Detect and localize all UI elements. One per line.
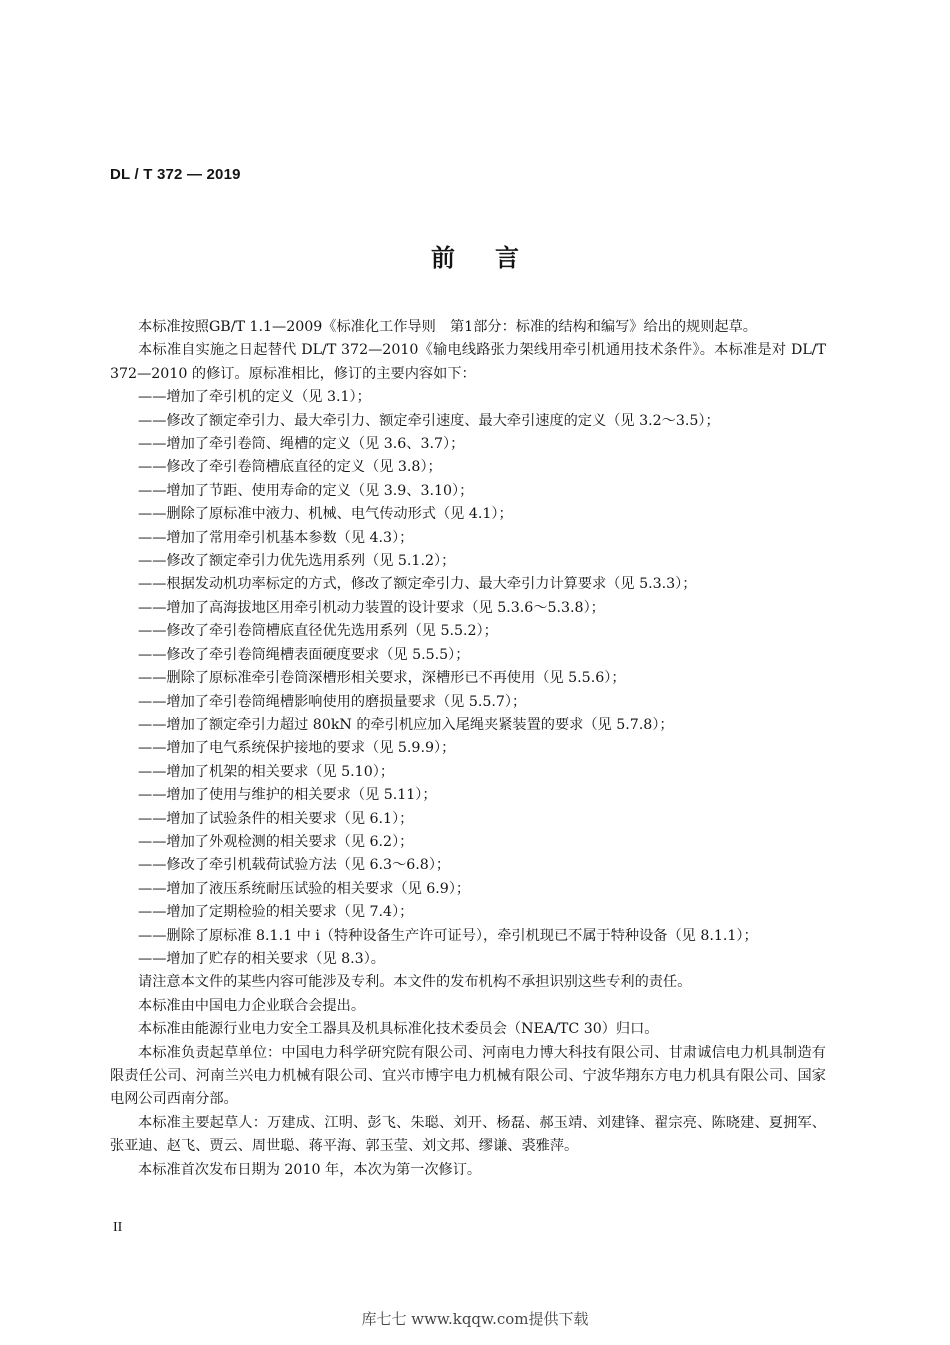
change-item: ——删除了原标准 8.1.1 中 i（特种设备生产许可证号），牵引机现已不属于特种设备（见 8.1.1）； [138, 927, 758, 944]
download-footer: 库七七 www.kqqw.com提供下载 [361, 1310, 589, 1328]
change-item: ——增加了定期检验的相关要求（见 7.4）； [138, 904, 414, 921]
change-item: ——删除了原标准中液力、机械、电气传动形式（见 4.1）； [138, 506, 513, 523]
change-item: ——根据发动机功率标定的方式，修改了额定牵引力、最大牵引力计算要求（见 5.3.3）； [138, 576, 697, 593]
change-item: ——修改了牵引卷筒绳槽表面硬度要求（见 5.5.5）； [138, 646, 470, 663]
change-item: ——增加了牵引卷筒、绳槽的定义（见 3.6、3.7）； [138, 436, 465, 453]
page-number: II [113, 1220, 123, 1235]
change-item: ——增加了高海拔地区用牵引机动力装置的设计要求（见 5.3.6～5.3.8）； [138, 599, 605, 616]
title-char-2: 言 [495, 244, 519, 272]
change-item: ——增加了常用牵引机基本参数（见 4.3）； [138, 529, 414, 546]
change-item: ——增加了牵引机的定义（见 3.1）； [138, 389, 371, 406]
change-item: ——修改了牵引卷筒槽底直径优先选用系列（见 5.5.2）； [138, 623, 498, 640]
paragraph-drafting-units: 本标准负责起草单位：中国电力科学研究院有限公司、河南电力博大科技有限公司、甘肃诚信电力机具制造有限责任公司、河南兰兴电力机械有限公司、宜兴市博宇电力机械有限公司、宁波华翔东方电力机具有限公司、国家电网公司西南分部。 [110, 1044, 826, 1108]
change-item: ——修改了额定牵引力优先选用系列（见 5.1.2）； [138, 553, 456, 570]
paragraph-release-history: 本标准首次发布日期为 2010 年，本次为第一次修订。 [138, 1161, 482, 1178]
page-title [0, 238, 950, 273]
change-item: ——增加了牵引卷筒绳槽影响使用的磨损量要求（见 5.5.7）； [138, 693, 527, 710]
change-item: ——增加了液压系统耐压试验的相关要求（见 6.9）； [138, 880, 471, 897]
changes-list [110, 386, 826, 971]
change-item: ——修改了牵引机载荷试验方法（见 6.3～6.8）； [138, 857, 451, 874]
change-item: ——增加了节距、使用寿命的定义（见 3.9、3.10）； [138, 482, 474, 499]
change-item: ——修改了牵引卷筒槽底直径的定义（见 3.8）； [138, 459, 442, 476]
document-id: DL / T 372 — 2019 [110, 166, 241, 183]
change-item: ——增加了机架的相关要求（见 5.10）； [138, 763, 395, 780]
change-item: ——增加了外观检测的相关要求（见 6.2）； [138, 833, 414, 850]
change-item: ——增加了使用与维护的相关要求（见 5.11）； [138, 787, 437, 804]
paragraph-committee: 本标准由能源行业电力安全工器具及机具标准化技术委员会（NEA/TC 30）归口。 [138, 1021, 659, 1038]
paragraph-proposer: 本标准由中国电力企业联合会提出。 [138, 997, 366, 1014]
change-item: ——删除了原标准牵引卷筒深槽形相关要求，深槽形已不再使用（见 5.5.6）； [138, 670, 626, 687]
change-item: ——增加了电气系统保护接地的要求（见 5.9.9）； [138, 740, 456, 757]
paragraph-replacement: 本标准自实施之日起替代 DL/T 372—2010《输电线路张力架线用牵引机通用技术条件》。本标准是对 DL/T 372—2010 的修订。原标准相比，修订的主要内容如下： [110, 342, 826, 382]
change-item: ——增加了额定牵引力超过 80kN 的牵引机应加入尾绳夹紧装置的要求（见 5.7.8）； [138, 716, 674, 733]
change-item: ——修改了额定牵引力、最大牵引力、额定牵引速度、最大牵引速度的定义（见 3.2～3.5）； [138, 412, 720, 429]
paragraph-drafting-rules: 本标准按照GB/T 1.1—2009《标准化工作导则 第1部分：标准的结构和编写》给出的规则起草。 [138, 319, 757, 335]
foreword-body [110, 316, 826, 1182]
change-item: ——增加了试验条件的相关要求（见 6.1）； [138, 810, 414, 827]
change-item: ——增加了贮存的相关要求（见 8.3）。 [138, 950, 385, 967]
title-char-1: 前 [431, 244, 455, 272]
paragraph-patent-notice: 请注意本文件的某些内容可能涉及专利。本文件的发布机构不承担识别这些专利的责任。 [138, 974, 692, 991]
paragraph-drafters: 本标准主要起草人：万建成、江明、彭飞、朱聪、刘开、杨磊、郝玉靖、刘建锋、翟宗亮、陈晓建、夏拥军、张亚迪、赵飞、贾云、周世聪、蒋平海、郭玉莹、刘文邦、缪谦、裘雅萍。 [110, 1114, 826, 1155]
